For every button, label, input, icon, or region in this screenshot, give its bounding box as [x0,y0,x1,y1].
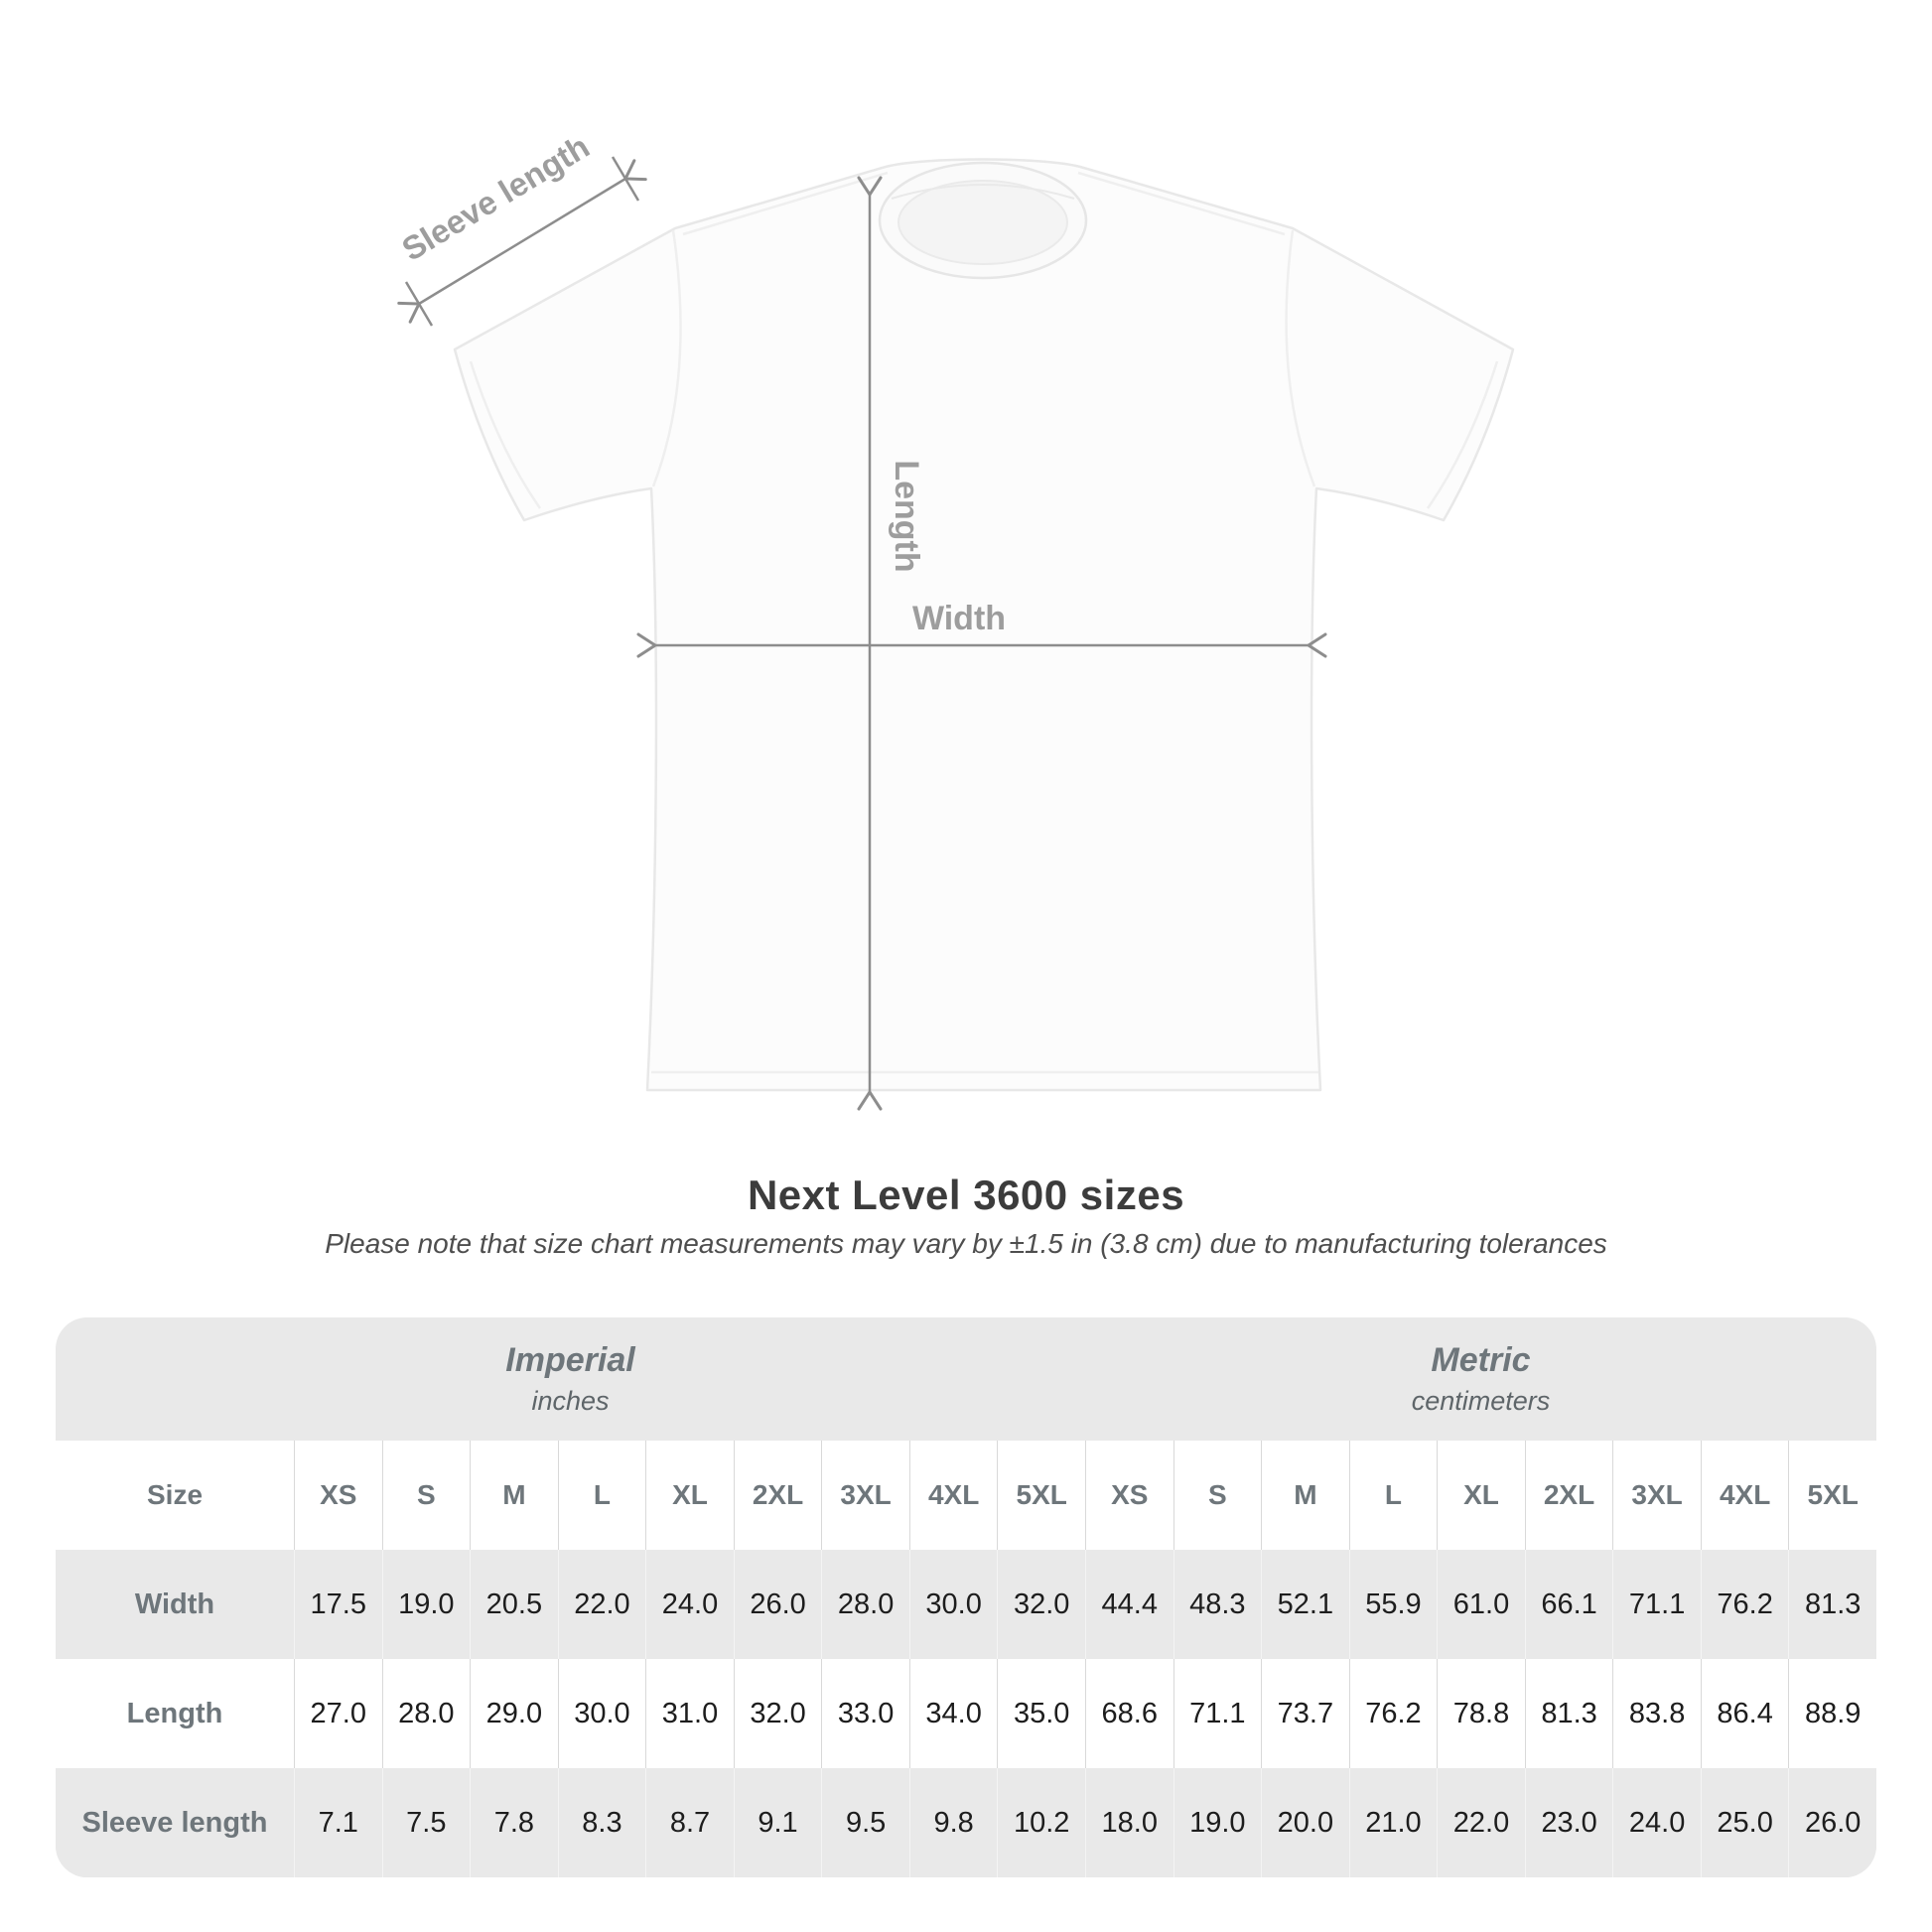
metric-header [1085,1317,1876,1441]
size-col-header: 3XL [1612,1441,1701,1550]
imperial-header [56,1317,1085,1441]
table-cell: 33.0 [821,1659,909,1768]
table-cell: 29.0 [470,1659,558,1768]
table-cell: 31.0 [645,1659,734,1768]
table-cell: 34.0 [909,1659,998,1768]
table-row [56,1659,1876,1768]
size-col-header: L [1349,1441,1438,1550]
size-col-header: XS [1085,1441,1173,1550]
table-cell: 30.0 [558,1659,646,1768]
table-cell: 17.5 [294,1550,382,1659]
table-cell: 71.1 [1173,1659,1262,1768]
table-row [56,1441,1876,1550]
table-cell: 66.1 [1525,1550,1613,1659]
table-cell: 27.0 [294,1659,382,1768]
size-col-header: 2XL [734,1441,822,1550]
metric-title: Metric [1431,1341,1531,1379]
size-col-header: 4XL [1701,1441,1789,1550]
size-col-header: L [558,1441,646,1550]
table-cell: 7.5 [382,1768,471,1877]
tolerance-note: Please note that size chart measurements may vary by ±1.5 in (3.8 cm) due to manufacturing tolerances [325,1228,1607,1259]
table-cell: 88.9 [1788,1659,1876,1768]
table-cell: 81.3 [1525,1659,1613,1768]
size-chart-panel [56,1317,1876,1877]
size-col-header: 5XL [1788,1441,1876,1550]
table-cell: 23.0 [1525,1768,1613,1877]
table-cell: 9.5 [821,1768,909,1877]
table-cell: 73.7 [1261,1659,1349,1768]
size-col-header: 5XL [997,1441,1085,1550]
table-cell: 19.0 [1173,1768,1262,1877]
table-cell: 18.0 [1085,1768,1173,1877]
metric-subtitle: centimeters [1411,1386,1551,1416]
table-cell: 76.2 [1349,1659,1438,1768]
table-cell: 81.3 [1788,1550,1876,1659]
table-cell: 22.0 [558,1550,646,1659]
table-cell: 44.4 [1085,1550,1173,1659]
table-cell: 26.0 [734,1550,822,1659]
table-cell: 8.7 [645,1768,734,1877]
size-col-header: 4XL [909,1441,998,1550]
table-cell: 86.4 [1701,1659,1789,1768]
table-cell: 55.9 [1349,1550,1438,1659]
table-cell: 7.1 [294,1768,382,1877]
table-cell: 52.1 [1261,1550,1349,1659]
page-title: Next Level 3600 sizes [747,1172,1185,1218]
table-cell: 68.6 [1085,1659,1173,1768]
table-cell: 78.8 [1437,1659,1525,1768]
table-cell: 30.0 [909,1550,998,1659]
imperial-title: Imperial [505,1341,635,1379]
table-cell: 8.3 [558,1768,646,1877]
row-label: Width [134,1587,215,1620]
table-row [56,1768,1876,1877]
row-label: Length [126,1697,223,1729]
table-cell: 35.0 [997,1659,1085,1768]
table-cell: 20.0 [1261,1768,1349,1877]
imperial-subtitle: inches [531,1386,610,1416]
length-label: Length [888,460,925,573]
table-cell: 28.0 [382,1659,471,1768]
table-cell: 19.0 [382,1550,471,1659]
unit-header-band [56,1317,1876,1441]
table-cell: 83.8 [1612,1659,1701,1768]
size-column-header: Size [146,1479,204,1510]
table-cell: 61.0 [1437,1550,1525,1659]
table-cell: 24.0 [1612,1768,1701,1877]
table-cell: 9.1 [734,1768,822,1877]
table-cell: 22.0 [1437,1768,1525,1877]
table-cell: 25.0 [1701,1768,1789,1877]
table-cell: 28.0 [821,1550,909,1659]
collar [880,163,1086,278]
table-cell: 48.3 [1173,1550,1262,1659]
sleeve-length-label: Sleeve length [395,127,596,268]
size-col-header: XL [1437,1441,1525,1550]
size-col-header: XL [645,1441,734,1550]
size-col-header: 2XL [1525,1441,1613,1550]
table-cell: 26.0 [1788,1768,1876,1877]
table-cell: 21.0 [1349,1768,1438,1877]
table-cell: 24.0 [645,1550,734,1659]
table-cell: 71.1 [1612,1550,1701,1659]
table-cell: 9.8 [909,1768,998,1877]
width-label: Width [911,600,1007,637]
size-col-header: XS [294,1441,382,1550]
size-col-header: M [470,1441,558,1550]
size-col-header: 3XL [821,1441,909,1550]
size-col-header: M [1261,1441,1349,1550]
table-cell: 32.0 [734,1659,822,1768]
table-row [56,1550,1876,1659]
table-cell: 76.2 [1701,1550,1789,1659]
size-col-header: S [382,1441,471,1550]
table-cell: 32.0 [997,1550,1085,1659]
table-cell: 20.5 [470,1550,558,1659]
table-cell: 10.2 [997,1768,1085,1877]
size-col-header: S [1173,1441,1262,1550]
size-table [56,1441,1876,1877]
table-cell: 7.8 [470,1768,558,1877]
row-label: Sleeve length [81,1806,268,1839]
